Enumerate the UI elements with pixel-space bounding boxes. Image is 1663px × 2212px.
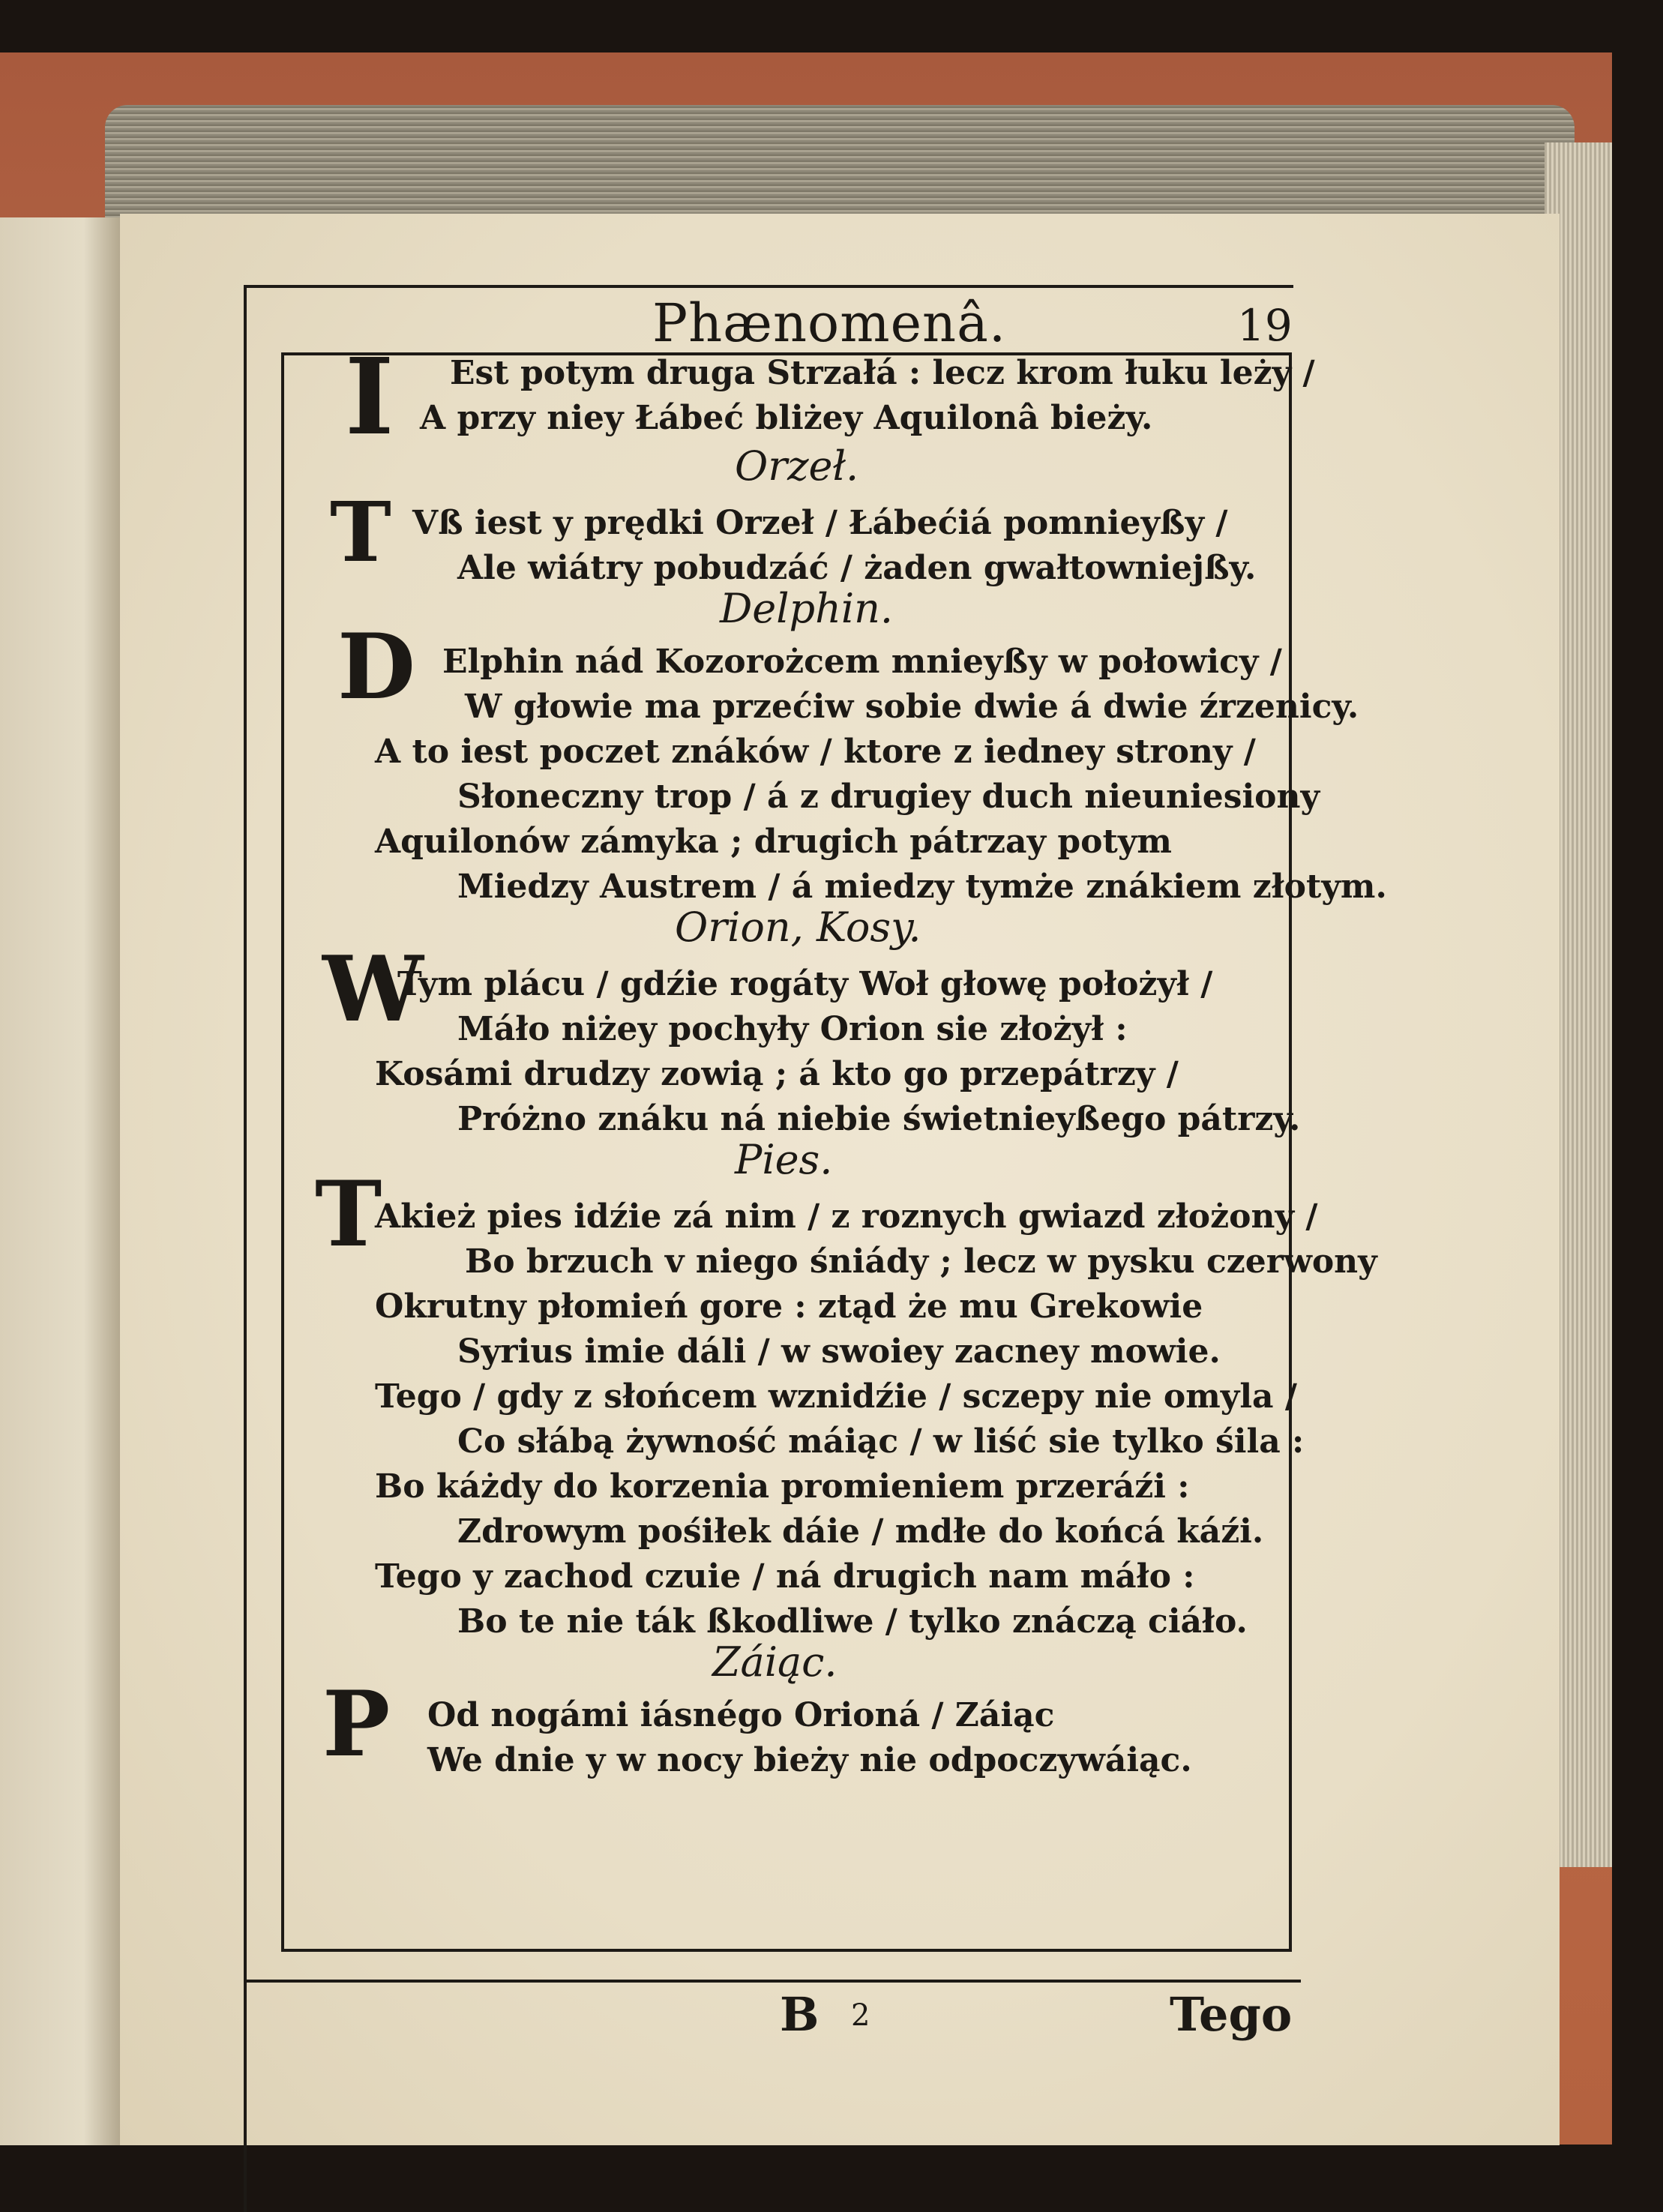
section-heading: Orzeł. <box>735 442 859 490</box>
initial-letter: P <box>322 1671 391 1777</box>
section-heading: Pies. <box>735 1136 833 1183</box>
verse-line: Od nogámi iásnégo Orioná / Záiąc <box>427 1696 1055 1734</box>
verse-line: Tym plácu / gdźie rogáty Woł głowę położył / <box>397 965 1213 1003</box>
verse-line: Miedzy Austrem / á miedzy tymże znákiem złotym. <box>457 868 1387 906</box>
verse-line: Tego / gdy z słońcem wznidźie / sczepy nie omyla / <box>375 1377 1297 1416</box>
verse-line: Bo káżdy do korzenia promieniem przeráźi : <box>375 1467 1190 1506</box>
frame-rule-left <box>244 285 247 2212</box>
verse-line: Próżno znáku ná niebie świetnieyßego pátrzy. <box>457 1100 1301 1138</box>
verse-line: We dnie y w nocy bieży nie odpoczywáiąc. <box>427 1741 1192 1779</box>
verse-line: Aquilonów zámyka ; drugich pátrzay potym <box>375 823 1172 861</box>
initial-letter: T <box>315 1161 382 1267</box>
verse-line: A to iest poczet znáków / ktore z iedney strony / <box>375 733 1256 771</box>
verse-line: Akież pies idźie zá nim / z roznych gwiazd złożony / <box>375 1197 1318 1236</box>
verse-line: Kosámi drudzy zowią ; á kto go przepátrzy / <box>375 1055 1179 1093</box>
verse-line: Słoneczny trop / á z drugiey duch nieuniesiony <box>457 778 1320 816</box>
verse-line: Máło niżey pochyły Orion sie złożył : <box>457 1010 1128 1048</box>
verse-line: Zdrowym pośiłek dáie / mdłe do końcá káźi. <box>457 1512 1264 1551</box>
initial-letter: I <box>345 336 394 459</box>
verse-line: Est potym druga Strzałá : lecz krom łuku leży / <box>450 354 1315 392</box>
verse-line: Vß iest y prędki Orzeł / Łábećiá pomnieyßy / <box>412 504 1228 542</box>
verse-line: W głowie ma przećiw sobie dwie á dwie źrzenicy. <box>465 688 1359 726</box>
section-heading: Orion, Kosy. <box>675 904 921 951</box>
verse-line: Co słábą żywność máiąc / w liść sie tylko śila : <box>457 1422 1305 1461</box>
verse-line: Tego y zachod czuie / ná drugich nam máło : <box>375 1557 1195 1596</box>
verse-line: Ale wiátry pobudzáć / żaden gwałtowniejßy. <box>457 549 1257 587</box>
initial-letter: D <box>337 614 416 720</box>
verse-line: Elphin nád Kozorożcem mnieyßy w połowicy / <box>442 643 1282 681</box>
initial-letter: T <box>330 484 391 580</box>
verse-line: Okrutny płomień gore : ztąd że mu Grekowie <box>375 1287 1203 1326</box>
verse-line: Bo brzuch v niego śniády ; lecz w pysku czerwony <box>465 1242 1377 1281</box>
section-heading: Delphin. <box>720 585 894 632</box>
page-number: 19 <box>1237 300 1293 351</box>
signature-mark: B <box>780 1987 820 2042</box>
verse-line: A przy niey Łábeć bliżey Aquilonâ bieży. <box>420 399 1153 437</box>
section-heading: Záiąc. <box>712 1638 837 1686</box>
running-head: Phænomenâ. <box>652 292 1007 354</box>
left-page <box>0 217 120 2145</box>
verse-line: Syrius imie dáli / w swoiey zacney mowie. <box>457 1332 1221 1371</box>
verse-line: Bo te nie ták ßkodliwe / tylko znáczą ciáło. <box>457 1602 1248 1641</box>
frame-rule-bottom <box>244 1980 1301 1983</box>
frame-rule-top <box>244 285 1293 288</box>
initial-letter: W <box>322 937 424 1042</box>
signature-number: 2 <box>851 1998 870 2033</box>
catchword: Tego <box>1170 1987 1293 2042</box>
